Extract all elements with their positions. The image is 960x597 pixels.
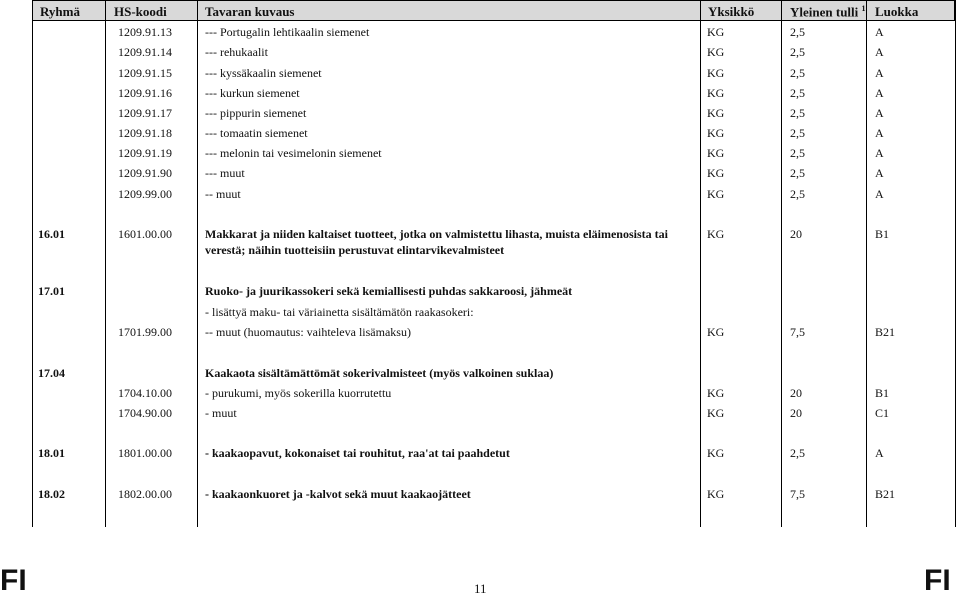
tariff: 2,5 [790, 166, 805, 180]
table-header [32, 0, 955, 21]
tariff: 2,5 [790, 66, 805, 80]
tariff: 7,5 [790, 325, 805, 339]
hs-code: 1704.10.00 [118, 386, 172, 400]
header-hs-code: HS-koodi [114, 4, 167, 19]
unit: KG [707, 126, 725, 140]
hs-code: 1209.91.13 [118, 25, 172, 39]
group-code: 18.02 [38, 487, 65, 501]
column-rule [781, 0, 782, 527]
tariff: 20 [790, 406, 802, 420]
item-description: --- pippurin siemenet [205, 106, 307, 120]
unit: KG [707, 386, 725, 400]
item-description: -- muut [205, 187, 241, 201]
header-unit: Yksikkö [708, 4, 755, 19]
header-tariff [790, 4, 866, 20]
item-description-continued: verestä; näihin tuotteisiin perustuvat elintarvikevalmisteet [205, 243, 505, 257]
class: A [875, 66, 884, 80]
item-description: Makkarat ja niiden kaltaiset tuotteet, jotka on valmistettu lihasta, muista eläimenosista tai [205, 227, 668, 241]
hs-code: 1209.91.17 [118, 106, 172, 120]
unit: KG [707, 66, 725, 80]
class: B21 [875, 487, 896, 501]
header-tariff-footnote: 1 [861, 4, 866, 13]
tariff: 20 [790, 386, 802, 400]
item-description: -- muut (huomautus: vaihteleva lisämaksu) [205, 325, 411, 339]
hs-code: 1209.91.16 [118, 86, 172, 100]
unit: KG [707, 106, 725, 120]
unit: KG [707, 487, 725, 501]
hs-code: 1701.99.00 [118, 325, 172, 339]
item-description: --- kyssäkaalin siemenet [205, 66, 322, 80]
unit: KG [707, 45, 725, 59]
tariff: 2,5 [790, 446, 805, 460]
group-code: 17.04 [38, 366, 65, 380]
header-tariff-label: Yleinen tulli [790, 4, 859, 20]
unit: KG [707, 25, 725, 39]
column-rule [866, 0, 867, 527]
item-description: --- melonin tai vesimelonin siemenet [205, 146, 382, 160]
class: A [875, 187, 884, 201]
item-description: --- rehukaalit [205, 45, 268, 59]
unit: KG [707, 406, 725, 420]
unit: KG [707, 446, 725, 460]
class: A [875, 126, 884, 140]
unit: KG [707, 227, 725, 241]
item-description: --- kurkun siemenet [205, 86, 300, 100]
hs-code: 1209.91.14 [118, 45, 172, 59]
group-code: 17.01 [38, 284, 65, 298]
hs-code: 1209.91.18 [118, 126, 172, 140]
hs-code: 1209.99.00 [118, 187, 172, 201]
group-code: 16.01 [38, 227, 65, 241]
language-mark-right: FI [924, 564, 951, 597]
page-number: 11 [474, 581, 487, 596]
item-description: --- muut [205, 166, 245, 180]
item-description: Kaakaota sisältämättömät sokerivalmisteet (myös valkoinen suklaa) [205, 366, 554, 380]
hs-code: 1704.90.00 [118, 406, 172, 420]
class: C1 [875, 406, 890, 420]
tariff: 2,5 [790, 45, 805, 59]
hs-code: 1801.00.00 [118, 446, 172, 460]
item-description: --- tomaatin siemenet [205, 126, 308, 140]
group-code: 18.01 [38, 446, 65, 460]
tariff: 2,5 [790, 106, 805, 120]
tariff: 2,5 [790, 187, 805, 201]
class: B1 [875, 386, 890, 400]
unit: KG [707, 86, 725, 100]
class: B21 [875, 325, 896, 339]
unit: KG [707, 146, 725, 160]
class: A [875, 146, 884, 160]
tariff: 2,5 [790, 126, 805, 140]
column-rule [700, 0, 701, 527]
tariff: 20 [790, 227, 802, 241]
hs-code: 1802.00.00 [118, 487, 172, 501]
item-description: - purukumi, myös sokerilla kuorrutettu [205, 386, 392, 400]
tariff: 2,5 [790, 86, 805, 100]
class: A [875, 45, 884, 59]
language-mark-left: FI [0, 564, 27, 597]
class: A [875, 106, 884, 120]
column-rule [105, 0, 106, 527]
item-description: - muut [205, 406, 237, 420]
class: A [875, 86, 884, 100]
tariff: 7,5 [790, 487, 805, 501]
item-description: --- Portugalin lehtikaalin siemenet [205, 25, 370, 39]
unit: KG [707, 325, 725, 339]
header-description: Tavaran kuvaus [205, 4, 295, 19]
class: B1 [875, 227, 890, 241]
hs-code: 1209.91.90 [118, 166, 172, 180]
hs-code: 1209.91.15 [118, 66, 172, 80]
class: A [875, 446, 884, 460]
unit: KG [707, 166, 725, 180]
tariff: 2,5 [790, 146, 805, 160]
class: A [875, 25, 884, 39]
item-description: - lisättyä maku- tai väriainetta sisältämätön raakasokeri: [205, 305, 474, 319]
item-description: Ruoko- ja juurikassokeri sekä kemiallisesti puhdas sakkaroosi, jähmeät [205, 284, 573, 298]
hs-code: 1209.91.19 [118, 146, 172, 160]
header-group: Ryhmä [40, 4, 80, 19]
unit: KG [707, 187, 725, 201]
item-description: - kaakaonkuoret ja -kalvot sekä muut kaakaojätteet [205, 487, 471, 501]
column-rule [32, 0, 33, 527]
column-rule [197, 0, 198, 527]
tariff: 2,5 [790, 25, 805, 39]
class: A [875, 166, 884, 180]
hs-code: 1601.00.00 [118, 227, 172, 241]
item-description: - kaakaopavut, kokonaiset tai rouhitut, raa'at tai paahdetut [205, 446, 510, 460]
column-rule [955, 0, 956, 527]
header-class: Luokka [875, 4, 919, 19]
